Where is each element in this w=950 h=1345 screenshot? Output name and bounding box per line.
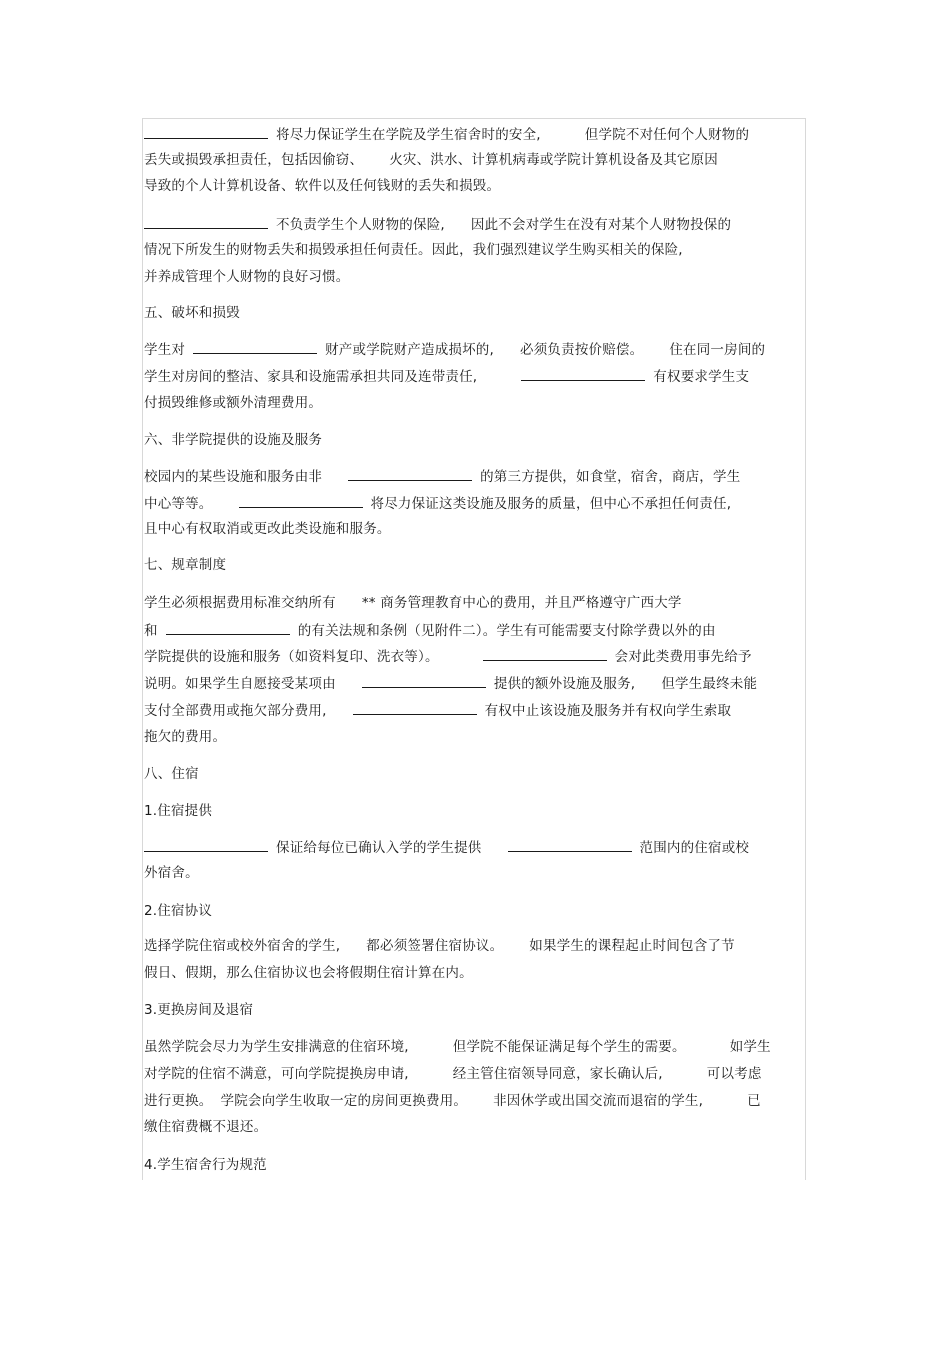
text: 学生对 [144, 342, 186, 358]
text: 将尽力保证这类设施及服务的质量，但中心不承担任何责任, [370, 496, 732, 512]
paragraph-line [144, 648, 752, 665]
blank-field [353, 702, 477, 715]
blank-field [362, 675, 486, 688]
blank-field [193, 341, 317, 354]
paragraph-line [144, 495, 731, 512]
blank-field [508, 839, 632, 852]
subsection-heading: 4.学生宿舍行为规范 [144, 1157, 267, 1173]
text: 非因休学或出国交流而退宿的学生, [493, 1093, 704, 1109]
paragraph-line [144, 595, 682, 611]
text: 可以考虑 [706, 1066, 762, 1082]
blank-field [166, 622, 290, 635]
text: 提供的额外设施及服务, [493, 676, 636, 692]
text: 不负责学生个人财物的保险, [276, 217, 445, 233]
text: 有权中止该设施及服务并有权向学生索取 [484, 703, 732, 719]
subsection-heading: 2.住宿协议 [144, 903, 213, 919]
text: 假日、假期，那么住宿协议也会将假期住宿计算在内。 [144, 965, 473, 981]
text: 外宿舍。 [144, 865, 199, 881]
text: 虽然学院会尽力为学生安排满意的住宿环境, [144, 1039, 409, 1055]
text: 支付全部费用或拖欠部分费用, [144, 703, 327, 719]
text: 导致的个人计算机设备、软件以及任何钱财的丢失和损毁。 [144, 178, 501, 194]
paragraph-line [144, 126, 749, 143]
text: 将尽力保证学生在学院及学生宿舍时的安全, [276, 127, 541, 143]
text: 的第三方提供，如食堂，宿舍，商店，学生 [480, 469, 741, 485]
text: 付损毁维修或额外清理费用。 [144, 395, 323, 411]
text: 学院会向学生收取一定的房间更换费用。 [220, 1093, 468, 1109]
subsection-heading: 1.住宿提供 [144, 803, 213, 819]
section-heading: 六、非学院提供的设施及服务 [144, 432, 323, 448]
paragraph-line [144, 965, 473, 981]
text: 范围内的住宿或校 [639, 840, 750, 856]
text: 会对此类费用事先给予 [614, 649, 752, 665]
paragraph-line [144, 865, 199, 881]
section-heading: 八、住宿 [144, 766, 199, 782]
text: 住在同一房间的 [669, 342, 766, 358]
text: 火灾、洪水、计算机病毒或学院计算机设备及其它原因 [389, 152, 719, 168]
blank-field [144, 839, 268, 852]
paragraph-line [144, 1093, 761, 1109]
text: 进行更换。 [144, 1093, 213, 1109]
text: 已 [747, 1093, 761, 1109]
text: 拖欠的费用。 [144, 729, 227, 745]
paragraph-line [144, 216, 731, 233]
text: 但学生最终未能 [661, 676, 758, 692]
text: 情况下所发生的财物丢失和损毁承担任何责任。因此，我们强烈建议学生购买相关的保险, [144, 242, 683, 258]
text: 和 [144, 623, 158, 639]
text: 学生必须根据费用标准交纳所有 [144, 595, 336, 611]
text: 且中心有权取消或更改此类设施和服务。 [144, 521, 391, 537]
text: 如果学生的课程起止时间包含了节 [529, 938, 735, 954]
paragraph-line [144, 1066, 762, 1082]
paragraph-line [144, 152, 718, 168]
text: 的有关法规和条例（见附件二）。学生有可能需要支付除学费以外的由 [297, 623, 716, 639]
blank-field [521, 368, 645, 381]
paragraph-line [144, 468, 740, 485]
paragraph-line [144, 341, 765, 358]
text: 如学生 [729, 1039, 771, 1055]
paragraph-line [144, 269, 350, 285]
text: 缴住宿费概不退还。 [144, 1119, 268, 1135]
blank-field [239, 495, 363, 508]
text: 学院提供的设施和服务（如资料复印、洗衣等）。 [144, 649, 439, 665]
blank-field [483, 648, 607, 661]
paragraph-line [144, 938, 735, 954]
paragraph-line [144, 521, 391, 537]
text: 都必须签署住宿协议。 [366, 938, 504, 954]
text: 丢失或损毁承担责任，包括因偷窃、 [144, 152, 364, 168]
paragraph-line [144, 622, 716, 639]
text: 有权要求学生支 [653, 369, 750, 385]
text: 学生对房间的整洁、家具和设施需承担共同及连带责任, [144, 369, 478, 385]
text: 对学院的住宿不满意，可向学院提换房申请, [144, 1066, 409, 1082]
paragraph-line [144, 178, 500, 194]
blank-field [144, 126, 268, 139]
text: 保证给每位已确认入学的学生提供 [276, 840, 482, 856]
text: 因此不会对学生在没有对某个人财物投保的 [470, 217, 732, 233]
paragraph-line [144, 1119, 267, 1135]
paragraph-line [144, 368, 749, 385]
paragraph-line [144, 242, 683, 258]
text: 必须负责按价赔偿。 [520, 342, 644, 358]
text: 经主管住宿领导同意，家长确认后, [452, 1066, 663, 1082]
text: 中心等等。 [144, 496, 213, 512]
blank-field [348, 468, 472, 481]
paragraph-line [144, 702, 731, 719]
paragraph-line [144, 839, 749, 856]
text: 校园内的某些设施和服务由非 [144, 469, 323, 485]
paragraph-line [144, 675, 757, 692]
paragraph-line [144, 729, 226, 745]
section-heading: 七、规章制度 [144, 557, 227, 573]
text: 但学院不能保证满足每个学生的需要。 [452, 1039, 686, 1055]
text: 财产或学院财产造成损坏的, [325, 342, 495, 358]
text: 并养成管理个人财物的良好习惯。 [144, 269, 350, 285]
text: 但学院不对任何个人财物的 [584, 127, 750, 143]
text: ** 商务管理教育中心的费用，并且严格遵守广西大学 [361, 595, 682, 611]
blank-field [144, 216, 268, 229]
text: 说明。如果学生自愿接受某项由 [144, 676, 336, 692]
paragraph-line [144, 395, 322, 411]
text: 选择学院住宿或校外宿舍的学生, [144, 938, 341, 954]
paragraph-line [144, 1039, 771, 1055]
subsection-heading: 3.更换房间及退宿 [144, 1002, 254, 1018]
section-heading: 五、破坏和损毁 [144, 305, 240, 321]
